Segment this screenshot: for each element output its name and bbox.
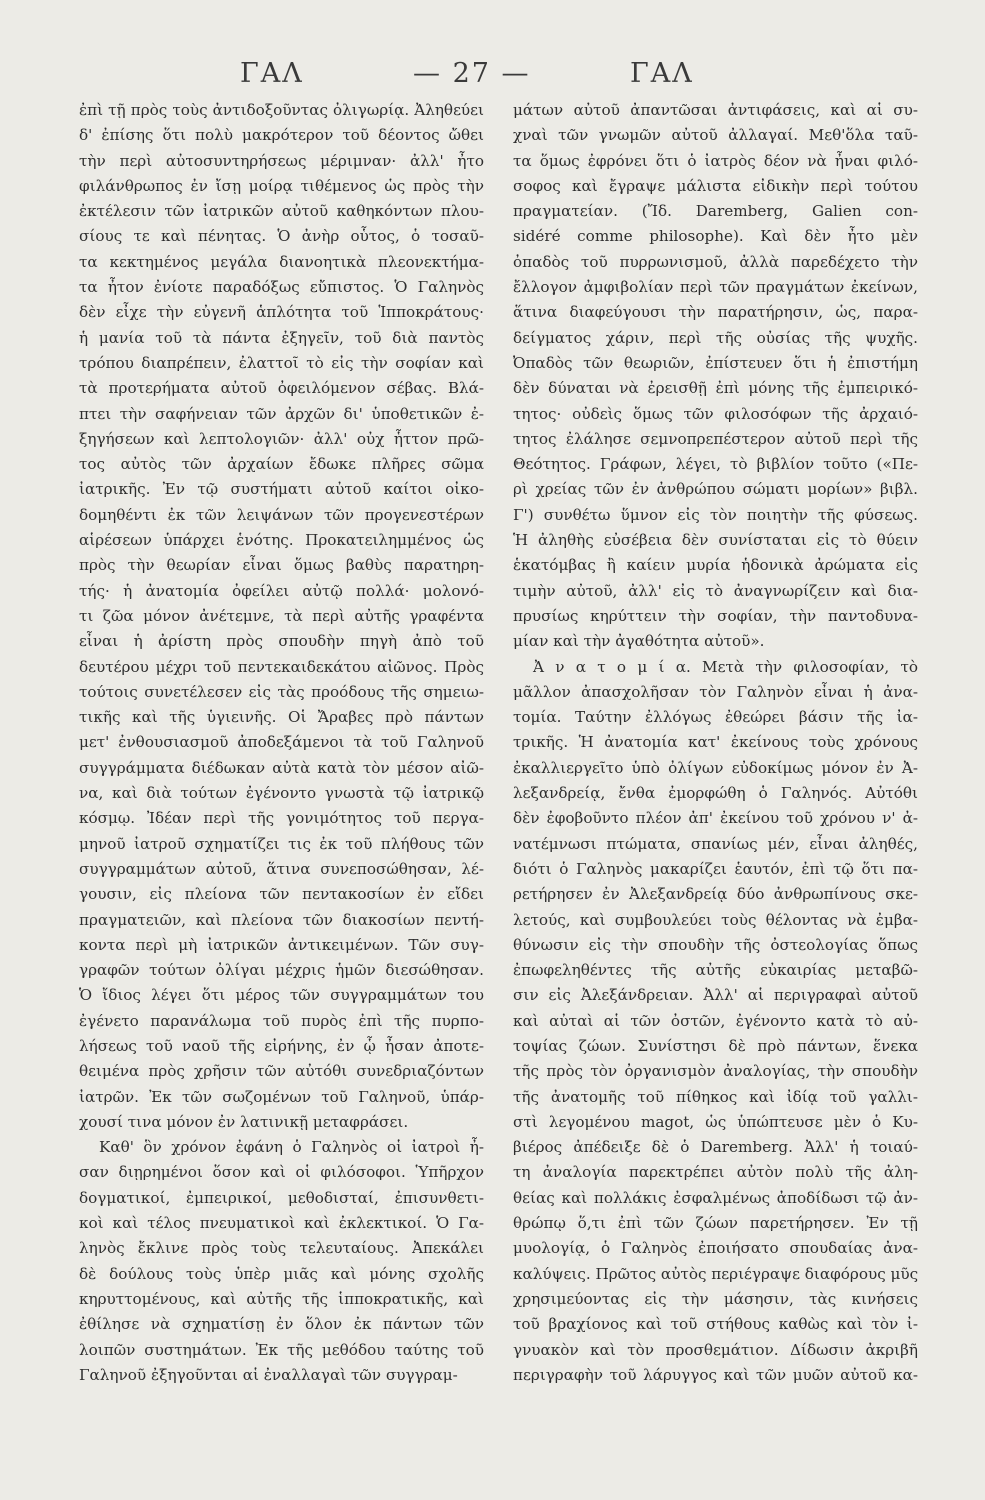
text-line: Γ') συνθέτω ὕμνον εἰς τὸν ποιητὴν τῆς φύσεως.: [513, 505, 918, 524]
text-line: μηνοῦ ἰατροῦ σχηματίζει τις ἐκ τοῦ πλήθους τῶν: [79, 834, 484, 853]
text-line: πραγματειῶν, καὶ πλείονα τῶν διακοσίων πεντή-: [79, 910, 484, 929]
text-line: ἅτινα διαφεύγουσι τὴν παρατήρησιν, ὡς, παρα-: [513, 303, 918, 322]
text-line: μυολογίᾳ, ὁ Γαληνὸς ἐποιήσατο σπουδαίας ἀνα-: [513, 1239, 918, 1258]
text-line: συγγραμμάτων αὐτοῦ, ἅτινα συνεποσώθησαν, λέ-: [79, 859, 484, 878]
text-line: Ἡ ἀληθὴς εὐσέβεια δὲν συνίσταται εἰς τὸ θύειν: [513, 531, 918, 550]
text-line: κοντα περὶ μὴ ἰατρικῶν ἀντικειμένων. Τῶν συγ-: [79, 935, 484, 954]
header-right-term: ΓΑΛ: [630, 58, 694, 89]
left-column: [79, 98, 484, 1388]
text-line: λοιπῶν συστημάτων. Ἐκ τῆς μεθόδου ταύτης τοῦ: [79, 1340, 484, 1359]
text-line: στὶ λεγομένου magot, ὡς ὑπώπτευσε μὲν ὁ Κυ-: [513, 1112, 918, 1131]
text-line: εἶναι ἡ ἀρίστη πρὸς σπουδὴν πηγὴ ἀπὸ τοῦ: [79, 632, 484, 651]
text-line: δ' ἐπίσης ὅτι πολὺ μακρότερον τοῦ δέοντος ὤθει: [79, 126, 484, 145]
text-line: διότι ὁ Γαληνὸς μακαρίζει ἑαυτόν, ἐπὶ τῷ ὅτι πα-: [513, 859, 918, 878]
header-left-term: ΓΑΛ: [240, 58, 304, 89]
text-line: ληνὸς ἔκλινε πρὸς τοὺς τελευταίους. Ἀπεκάλει: [79, 1239, 484, 1258]
text-line: τητος ἐλάλησε σεμνοπρεπέστερον αὐτοῦ περὶ τῆς: [513, 429, 918, 448]
text-line: ξηγήσεων καὶ λεπτολογιῶν· ἀλλ' οὐχ ἧττον πρῶ-: [79, 429, 484, 448]
text-line: τα ἦτον ἐνίοτε παραδόξως εὔπιστος. Ὁ Γαληνὸς: [79, 278, 484, 297]
text-line: δομηθέντι ἐκ τῶν λειψάνων τῶν προγενεστέρων: [79, 505, 484, 524]
text-line: Ἀ ν α τ ο μ ί α. Μετὰ τὴν φιλοσοφίαν, τὸ: [533, 657, 918, 676]
text-line: βιέρος ἀπέδειξε δὲ ὁ Daremberg. Ἀλλ' ἡ τοιαύ-: [513, 1138, 918, 1157]
text-line: ἑκατόμβας ἢ καίειν μυρία ἡδονικὰ ἀρώματα εἰς: [513, 556, 918, 575]
text-line: σιν εἰς Ἀλεξάνδρειαν. Ἀλλ' αἱ περιγραφαὶ αὐτοῦ: [513, 986, 918, 1005]
text-line: πρυσίως κηρύττειν τὴν σοφίαν, τὴν παντοδυνα-: [513, 606, 918, 625]
text-line: πραγματείαν. (Ἴδ. Daremberg, Galien con-: [513, 202, 918, 221]
text-line: θείας καὶ πολλάκις ἐσφαλμένως ἀποδίδωσι τῷ ἀν-: [513, 1188, 918, 1207]
text-line: δευτέρου μέχρι τοῦ πεντεκαιδεκάτου αἰῶνος. Πρὸς: [79, 657, 484, 676]
text-line: Ὀπαδὸς τῶν θεωριῶν, ἐπίστευεν ὅτι ἡ ἐπιστήμη: [513, 353, 918, 372]
text-line: δὲ δούλους τοὺς ὑπὲρ μιᾶς καὶ μόνης σχολῆς: [79, 1264, 484, 1283]
text-line: sidéré comme philosophe). Καὶ δὲν ἦτο μὲν: [513, 227, 918, 246]
text-line: δογματικοί, ἐμπειρικοί, μεθοδισταί, ἐπισυνθετι-: [79, 1188, 484, 1207]
text-line: δὲν εἶχε τὴν εὐγενῆ ἁπλότητα τοῦ Ἱπποκράτους·: [79, 303, 484, 322]
text-line: λήσεως τοῦ ναοῦ τῆς εἰρήνης, ἐν ᾧ ἦσαν ἀποτε-: [79, 1036, 484, 1055]
text-line: χρησιμεύοντας εἰς τὴν μάσησιν, τὰς κινήσεις: [513, 1289, 918, 1308]
text-line: κόσμῳ. Ἰδέαν περὶ τῆς γονιμότητος τοῦ περγα-: [79, 809, 484, 828]
text-line: δείγματος χάριν, περὶ τῆς οὐσίας τῆς ψυχῆς.: [513, 328, 918, 347]
text-line: ἐγένετο παρανάλωμα τοῦ πυρὸς ἐπὶ τῆς πυρπο-: [79, 1011, 484, 1030]
text-line: ἐθίλησε νὰ σχηματίσῃ ἐν ὅλον ἐκ πάντων τῶν: [79, 1315, 484, 1334]
text-line: περιγραφὴν τοῦ λάρυγγος καὶ τῶν μυῶν αὐτοῦ κα-: [513, 1365, 918, 1384]
text-line: ἰατρῶν. Ἐκ τῶν σωζομένων τοῦ Γαληνοῦ, ὑπάρ-: [79, 1087, 484, 1106]
text-line: τη ἀναλογία παρεκτρέπει αὐτὸν πολὺ τῆς ἀλη-: [513, 1163, 918, 1182]
text-line: τρικῆς. Ἡ ἀνατομία κατ' ἐκείνους τοὺς χρόνους: [513, 733, 918, 752]
text-line: ἐπωφεληθέντες τῆς αὐτῆς εὐκαιρίας μεταβῶ-: [513, 961, 918, 980]
text-line: Καθ' ὃν χρόνον ἐφάνη ὁ Γαληνὸς οἱ ἰατροὶ ἦ-: [99, 1138, 484, 1157]
text-line: αἱρέσεων ὑπάρχει ἑνότης. Προκατειλημμένος ὡς: [79, 531, 484, 550]
text-line: νατέμνωσι πτώματα, σπανίως μέν, εἶναι ἀληθές,: [513, 834, 918, 853]
text-line: ἐκτέλεσιν τῶν ἰατρικῶν αὐτοῦ καθηκόντων πλου-: [79, 202, 484, 221]
text-line: τικῆς καὶ τῆς ὑγιεινῆς. Οἱ Ἄραβες πρὸ πάντων: [79, 708, 484, 727]
text-line: ἰατρικῆς. Ἐν τῷ συστήματι αὐτοῦ καίτοι οἰκο-: [79, 480, 484, 499]
text-line: θειμένα πρὸς χρῆσιν τῶν αὐτόθι συνεδριαζόντων: [79, 1062, 484, 1081]
text-line: τούτοις συνετέλεσεν εἰς τὰς προόδους τῆς σημειω-: [79, 682, 484, 701]
text-line: τητος· οὐδεὶς ὅμως τῶν φιλοσόφων τῆς ἀρχαιό-: [513, 404, 918, 423]
text-line: γουσιν, εἰς πλείονα τῶν πεντακοσίων ἐν εἴδει: [79, 885, 484, 904]
text-line: τοῦ βραχίονος καὶ τοῦ στήθους καθὼς καὶ τὸν ἰ-: [513, 1315, 918, 1334]
text-line: σίους τε καὶ πένητας. Ὁ ἀνὴρ οὗτος, ὁ τοσαῦ-: [79, 227, 484, 246]
text-line: μᾶλλον ἀπασχολῆσαν τὸν Γαληνὸν εἶναι ἡ ἀνα-: [513, 682, 918, 701]
text-line: τῆς ἀνατομῆς τοῦ πίθηκος καὶ ἰδίᾳ τοῦ γαλλι-: [513, 1087, 918, 1106]
text-line: φιλάνθρωπος ἐν ἴσῃ μοίρᾳ τιθέμενος ὡς πρὸς τὴν: [79, 176, 484, 195]
text-line: δὲν ἐφοβοῦντο πλέον ἀπ' ἐκείνου τοῦ χρόνου ν' ἀ-: [513, 809, 918, 828]
text-line: χναὶ τῶν γνωμῶν αὐτοῦ ἀλλαγαί. Μεθ'ὅλα ταῦ-: [513, 126, 918, 145]
text-line: τιμὴν αὐτοῦ, ἀλλ' εἰς τὸ ἀναγνωρίζειν καὶ δια-: [513, 581, 918, 600]
text-line: καλύψεις. Πρῶτος αὐτὸς περιέγραψε διαφόρους μῦς: [513, 1264, 918, 1283]
text-line: μάτων αὐτοῦ ἀπαντῶσαι ἀντιφάσεις, καὶ αἱ συ-: [513, 101, 918, 119]
text-line: να, καὶ διὰ τούτων ἐγένοντο γνωστὰ τῷ ἰατρικῷ: [79, 784, 484, 803]
text-line: ἐκαλλιεργεῖτο ὑπὸ ὀλίγων εὐδοκίμως μόνον ἐν Ἀ-: [513, 758, 918, 777]
text-line: λεξανδρείᾳ, ἔνθα ἐμορφώθη ὁ Γαληνός. Αὐτόθι: [513, 784, 918, 803]
text-line: δὲν δύναται νὰ ἐρεισθῇ ἐπὶ μόνης τῆς ἐμπειρικό-: [513, 379, 918, 398]
text-line: κηρυττομένους, καὶ αὐτῆς τῆς ἱπποκρατικῆς, καὶ: [79, 1289, 484, 1308]
text-line: θρώπῳ ὅ,τι ἐπὶ τῶν ζώων παρετήρησεν. Ἐν τῇ: [513, 1214, 918, 1233]
text-line: σοφος καὶ ἔγραψε μάλιστα εἰδικὴν περὶ τούτου: [513, 176, 918, 195]
page-header: [70, 58, 930, 98]
text-line: κοὶ καὶ τέλος πνευματικοὶ καὶ ἐκλεκτικοί. Ὁ Γα-: [79, 1214, 484, 1233]
text-line: γνυακὸν καὶ τὸν προσθεμάτιον. Δίδωσιν ἀκριβῆ: [513, 1340, 918, 1359]
page-number: — 27 —: [413, 58, 531, 89]
text-line: τής· ἡ ἀνατομία ὀφείλει αὐτῷ πολλά· μολονό-: [79, 581, 484, 600]
text-line: Ὁ ἴδιος λέγει ὅτι μέρος τῶν συγγραμμάτων του: [79, 986, 484, 1005]
text-line: ρετήρησεν ἐν Ἀλεξανδρείᾳ δύο ἀνθρωπίνους σκε-: [513, 885, 918, 904]
text-line: συγγράμματα διέδωκαν αὐτὰ κατὰ τὸν μέσον αἰῶ-: [79, 758, 484, 777]
text-line: τομία. Ταύτην ἐλλόγως ἐθεώρει βάσιν τῆς ἰα-: [513, 708, 918, 727]
text-line: χουσί τινα μόνον ἐν λατινικῇ μεταφράσει.: [79, 1112, 409, 1131]
text-line: λετούς, καὶ συμβουλεύει τοὺς θέλοντας νὰ ἐμβα-: [513, 910, 918, 929]
text-line: μίαν καὶ τὴν ἀγαθότητα αὐτοῦ».: [513, 632, 765, 651]
text-line: γραφῶν τούτων ὀλίγαι μέχρις ἡμῶν διεσώθησαν.: [79, 961, 484, 980]
text-line: σαν διῃρημένοι ὅσον καὶ οἱ φιλόσοφοι. Ὑπῆρχον: [79, 1163, 484, 1182]
text-line: μετ' ἐνθουσιασμοῦ ἀποδεξάμενοι τὰ τοῦ Γαληνοῦ: [79, 733, 484, 752]
text-line: τι ζῶα μόνον ἀνέτεμνε, τὰ περὶ αὐτῆς γραφέντα: [79, 606, 484, 625]
text-line: καὶ αὐταὶ αἱ τῶν ὀστῶν, ἐγένοντο κατὰ τὸ αὐ-: [513, 1011, 918, 1030]
text-line: ὀπαδὸς τοῦ πυρρωνισμοῦ, ἀλλὰ παρεδέχετο τὴν: [513, 252, 918, 271]
text-line: τὰ προτερήματα αὐτοῦ ὀφειλόμενον σέβας. Βλά-: [79, 379, 484, 398]
text-line: ἔλλογον ἀμφιβολίαν περὶ τῶν πραγμάτων ἐκείνων,: [513, 278, 918, 297]
text-line: τρόπου διαπρέπειν, ἐλαττοῖ τὸ εἰς τὴν σοφίαν καὶ: [79, 353, 484, 372]
text-line: τος αὐτὸς τῶν ἀρχαίων ἔδωκε πλῆρες σῶμα: [79, 455, 484, 474]
text-line: τὴν περὶ αὐτοσυντηρήσεως μέριμναν· ἀλλ' ἦτο: [79, 151, 484, 170]
text-line: τα κεκτημένος μεγάλα διανοητικὰ πλεονεκτήμα-: [79, 252, 484, 271]
text-line: θύνωσιν εἰς τὴν σπουδὴν τῆς ὀστεολογίας ὅπως: [513, 935, 918, 954]
text-line: τα ὅμως ἐφρόνει ὅτι ὁ ἰατρὸς δέον νὰ ἦναι φιλό-: [513, 151, 918, 170]
text-line: Γαληνοῦ ἐξηγοῦνται αἱ ἐναλλαγαὶ τῶν συγγραμ-: [79, 1365, 458, 1384]
text-line: Θεότητος. Γράφων, λέγει, τὸ βιβλίον τοῦτο («Πε-: [513, 455, 918, 474]
text-line: ρὶ χρείας τῶν ἐν ἀνθρώπου σώματι μορίων» βιβλ.: [513, 480, 918, 499]
right-column: [513, 98, 918, 1388]
text-line: πτει τὴν σαφήνειαν τῶν ἀρχῶν δι' ὑποθετικῶν ἐ-: [79, 404, 484, 423]
text-line: πρὸς τὴν θεωρίαν εἶναι ὅμως βαθὺς παρατηρη-: [79, 556, 484, 575]
text-line: ἡ μανία τοῦ τὰ πάντα ἐξηγεῖν, τοῦ διὰ παντὸς: [79, 328, 484, 347]
text-line: τῆς πρὸς τὸν ὀργανισμὸν ἀναλογίας, τὴν σπουδὴν: [513, 1062, 918, 1081]
text-line: ἐπὶ τῇ πρὸς τοὺς ἀντιδοξοῦντας ὀλιγωρίᾳ. Ἀληθεύει: [79, 101, 484, 119]
text-line: τοψίας ζώων. Συνίστησι δὲ πρὸ πάντων, ἕνεκα: [513, 1036, 918, 1055]
